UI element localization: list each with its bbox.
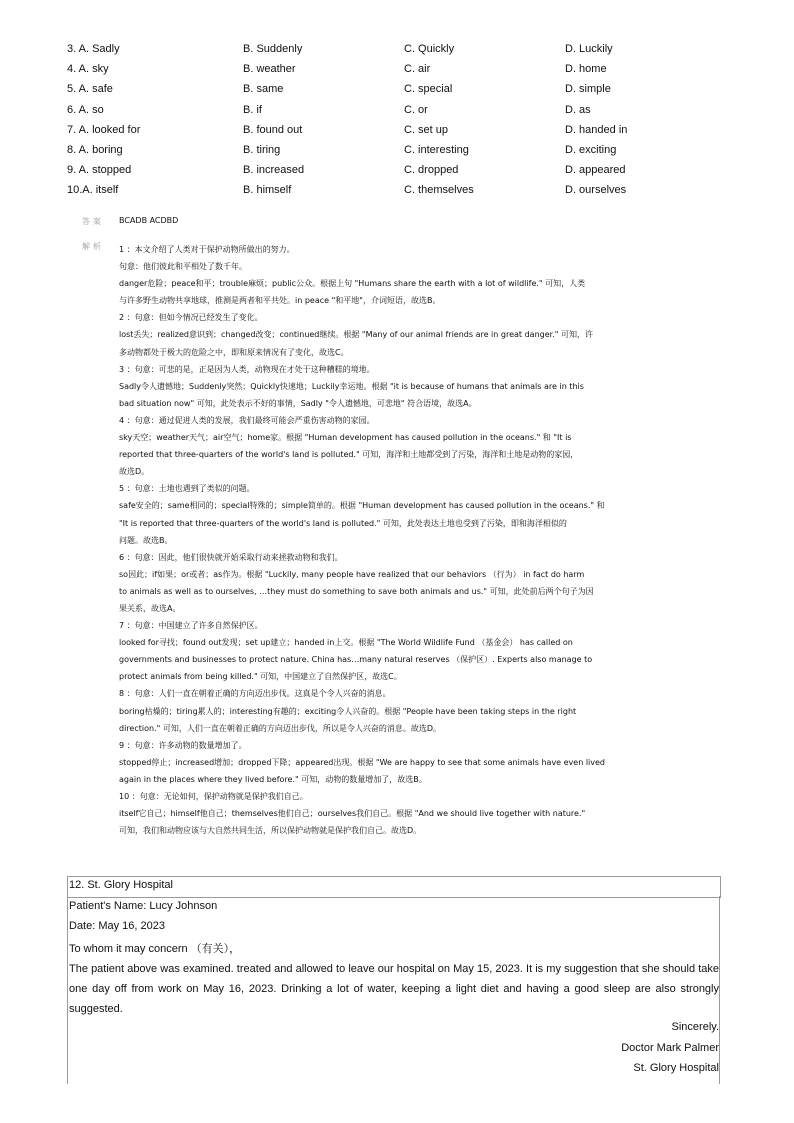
analysis-line: direction." 可知，人们一直在朝着正确的方向迈出步伐，所以是令人兴奋的消息。故选D。 <box>119 723 441 733</box>
option-a: 10.A. itself <box>67 184 119 197</box>
option-row <box>67 60 767 80</box>
option-d: D. handed in <box>565 123 628 136</box>
option-a: 6. A. so <box>67 103 104 116</box>
option-row <box>67 80 767 100</box>
option-c: C. themselves <box>404 184 474 197</box>
analysis-line: to animals as well as to ourselves, …they must do something to save both animals and us." 可知，此处前后两个句子为因 <box>119 586 594 596</box>
option-b: B. found out <box>243 123 303 136</box>
letter-date: Date: May 16, 2023 <box>69 920 166 932</box>
analysis-line: stopped停止；increased增加；dropped下降；appeared出现。根据 "We are happy to see that some animals have even lived <box>119 757 606 767</box>
hospital-letter <box>67 876 720 1084</box>
option-b: B. weather <box>243 63 296 76</box>
option-a: 8. A. boring <box>67 143 123 156</box>
option-a: 4. A. sky <box>67 63 109 76</box>
analysis-line: 5 ：句意：土地也遇到了类似的问题。 <box>119 484 255 494</box>
analysis-line: sky天空；weather天气；air空气；home家。根据 "Human development has caused pollution in the oceans." 和 "It is <box>119 433 572 443</box>
letter-left-border <box>67 896 68 1084</box>
option-row <box>67 121 767 141</box>
analysis-line: lost丢失；realized意识到；changed改变；continued继续。根据 "Many of our animal friends are in great danger." 可知，许 <box>119 330 593 340</box>
letter-heading: 12. St. Glory Hospital <box>69 879 173 891</box>
analysis-line: 故选D。 <box>119 467 150 477</box>
analysis-line: 句意：他们彼此和平相处了数千年。 <box>119 262 247 272</box>
analysis-line: boring枯燥的；tiring累人的；interesting有趣的；exciting令人兴奋的。根据 "People have been taking steps in the right <box>119 706 577 716</box>
analysis-line: 8 ：句意：人们一直在朝着正确的方向迈出步伐。这真是个令人兴奋的消息。 <box>119 689 391 699</box>
analysis-line: governments and businesses to protect nature. China has…many natural reserves （保护区）. Experts also manage to <box>119 655 593 665</box>
option-d: D. as <box>565 103 591 116</box>
letter-closing: Sincerely. <box>671 1021 719 1033</box>
analysis-lines <box>119 241 704 839</box>
analysis-line: 问题。故选B。 <box>119 535 173 545</box>
option-row <box>67 161 767 181</box>
option-b: B. increased <box>243 164 305 177</box>
letter-right-border <box>719 896 720 1084</box>
option-row <box>67 40 767 60</box>
option-b: B. tiring <box>243 143 281 156</box>
option-b: B. Suddenly <box>243 43 303 55</box>
option-c: C. Quickly <box>404 43 455 55</box>
analysis-line: 果关系，故选A。 <box>119 603 181 613</box>
analysis-label: 解析 <box>82 242 104 251</box>
analysis-line: again in the places where they lived before." 可知，动物的数量增加了，故选B。 <box>119 774 427 784</box>
analysis-line: 可知，我们和动物应该与大自然共同生活，所以保护动物就是保护我们自己。故选D。 <box>119 826 422 836</box>
analysis-line: Sadly令人遗憾地；Suddenly突然；Quickly快速地；Luckily幸运地。根据 "it is because of humans that animals are in this <box>119 381 584 391</box>
answer-value: BCADB ACDBD <box>119 216 179 225</box>
answer-section <box>82 216 722 236</box>
option-d: D. exciting <box>565 143 617 156</box>
analysis-line: so因此；if如果；or或者；as作为。根据 "Luckily, many people have realized that our behaviors （行为） in fact do harm <box>119 569 585 579</box>
patient-name: Patient's Name: Lucy Johnson <box>69 900 218 912</box>
options-list <box>67 40 767 202</box>
option-d: D. Luckily <box>565 43 613 55</box>
analysis-line: "It is reported that three-quarters of the world's land is polluted." 可知，此处表达土地也受到了污染，即和海洋相似的 <box>119 518 567 528</box>
option-b: B. if <box>243 103 262 116</box>
letter-signer: Doctor Mark Palmer <box>621 1042 719 1054</box>
letter-salutation: To whom it may concern （有关）， <box>69 943 241 955</box>
option-d: D. simple <box>565 83 611 96</box>
option-d: D. home <box>565 63 607 76</box>
analysis-line: 与许多野生动物共享地球，推测是两者和平共处。in peace "和平地"，介词短语，故选B。 <box>119 296 441 306</box>
analysis-line: itself它自己；himself他自己；themselves他们自己；ourselves我们自己。根据 "And we should live together with nature." <box>119 809 586 819</box>
analysis-line: safe安全的；same相同的；special特殊的；simple简单的。根据 "Human development has caused pollution in the oceans." 和 <box>119 501 605 511</box>
option-c: C. special <box>404 83 453 96</box>
letter-organization: St. Glory Hospital <box>633 1062 719 1074</box>
analysis-line: 4 ：句意：通过促进人类的发展，我们最终可能会严重伤害动物的家园。 <box>119 415 375 425</box>
analysis-line: danger危险；peace和平；trouble麻烦；public公众。根据上句 "Humans share the earth with a lot of wildlife." 可知，人类 <box>119 279 586 289</box>
option-a: 7. A. looked for <box>67 123 141 136</box>
analysis-line: 3 ：句意：可悲的是，正是因为人类，动物现在才处于这种糟糕的境地。 <box>119 364 375 374</box>
option-b: B. same <box>243 83 284 96</box>
option-row <box>67 101 767 121</box>
option-c: C. or <box>404 103 428 116</box>
analysis-line: 6 ：句意：因此，他们很快就开始采取行动来拯救动物和我们。 <box>119 552 343 562</box>
option-a: 3. A. Sadly <box>67 43 120 55</box>
analysis-line: 多动物都处于极大的危险之中，即和原来情况有了变化，故选C。 <box>119 347 349 357</box>
option-row <box>67 181 767 201</box>
answer-label: 答案 <box>82 217 104 226</box>
analysis-line: 9 ：句意：许多动物的数量增加了。 <box>119 740 247 750</box>
analysis-line: bad situation now" 可知，此处表示不好的事情，Sadly "令人遗憾地，可悲地" 符合语境，故选A。 <box>119 398 477 408</box>
option-d: D. appeared <box>565 164 626 177</box>
analysis-line: reported that three-quarters of the world's land is polluted." 可知，海洋和土地都受到了污染，海洋和土地是动物的家园， <box>119 450 579 460</box>
option-c: C. dropped <box>404 164 459 177</box>
analysis-line: 10 ：句意：无论如何，保护动物就是保护我们自己。 <box>119 792 308 801</box>
answer-row <box>82 216 722 236</box>
option-b: B. himself <box>243 184 292 197</box>
option-a: 5. A. safe <box>67 83 113 96</box>
analysis-line: 7 ：句意：中国建立了许多自然保护区。 <box>119 621 263 631</box>
option-row <box>67 141 767 161</box>
analysis-line: protect animals from being killed." 可知，中国建立了自然保护区，故选C。 <box>119 672 402 682</box>
option-c: C. air <box>404 63 431 76</box>
letter-body: The patient above was examined. treated and allowed to leave our hospital on May 15, 2023. It is my suggestion that she should take one day off from work on May 16, 2023. Drinking a lot of water, keeping a light diet and having a good sleep are also strongly suggested. <box>69 963 719 1015</box>
analysis-line: 2 ：句意：但如今情况已经发生了变化。 <box>119 313 263 323</box>
analysis-line: 1 ：本文介绍了人类对于保护动物所做出的努力。 <box>119 245 295 254</box>
option-c: C. interesting <box>404 143 469 156</box>
option-d: D. ourselves <box>565 184 627 197</box>
option-c: C. set up <box>404 123 449 136</box>
option-a: 9. A. stopped <box>67 164 132 177</box>
analysis-line: looked for寻找；found out发现；set up建立；handed in上交。根据 "The World Wildlife Fund （基金会） has called on <box>119 638 573 648</box>
